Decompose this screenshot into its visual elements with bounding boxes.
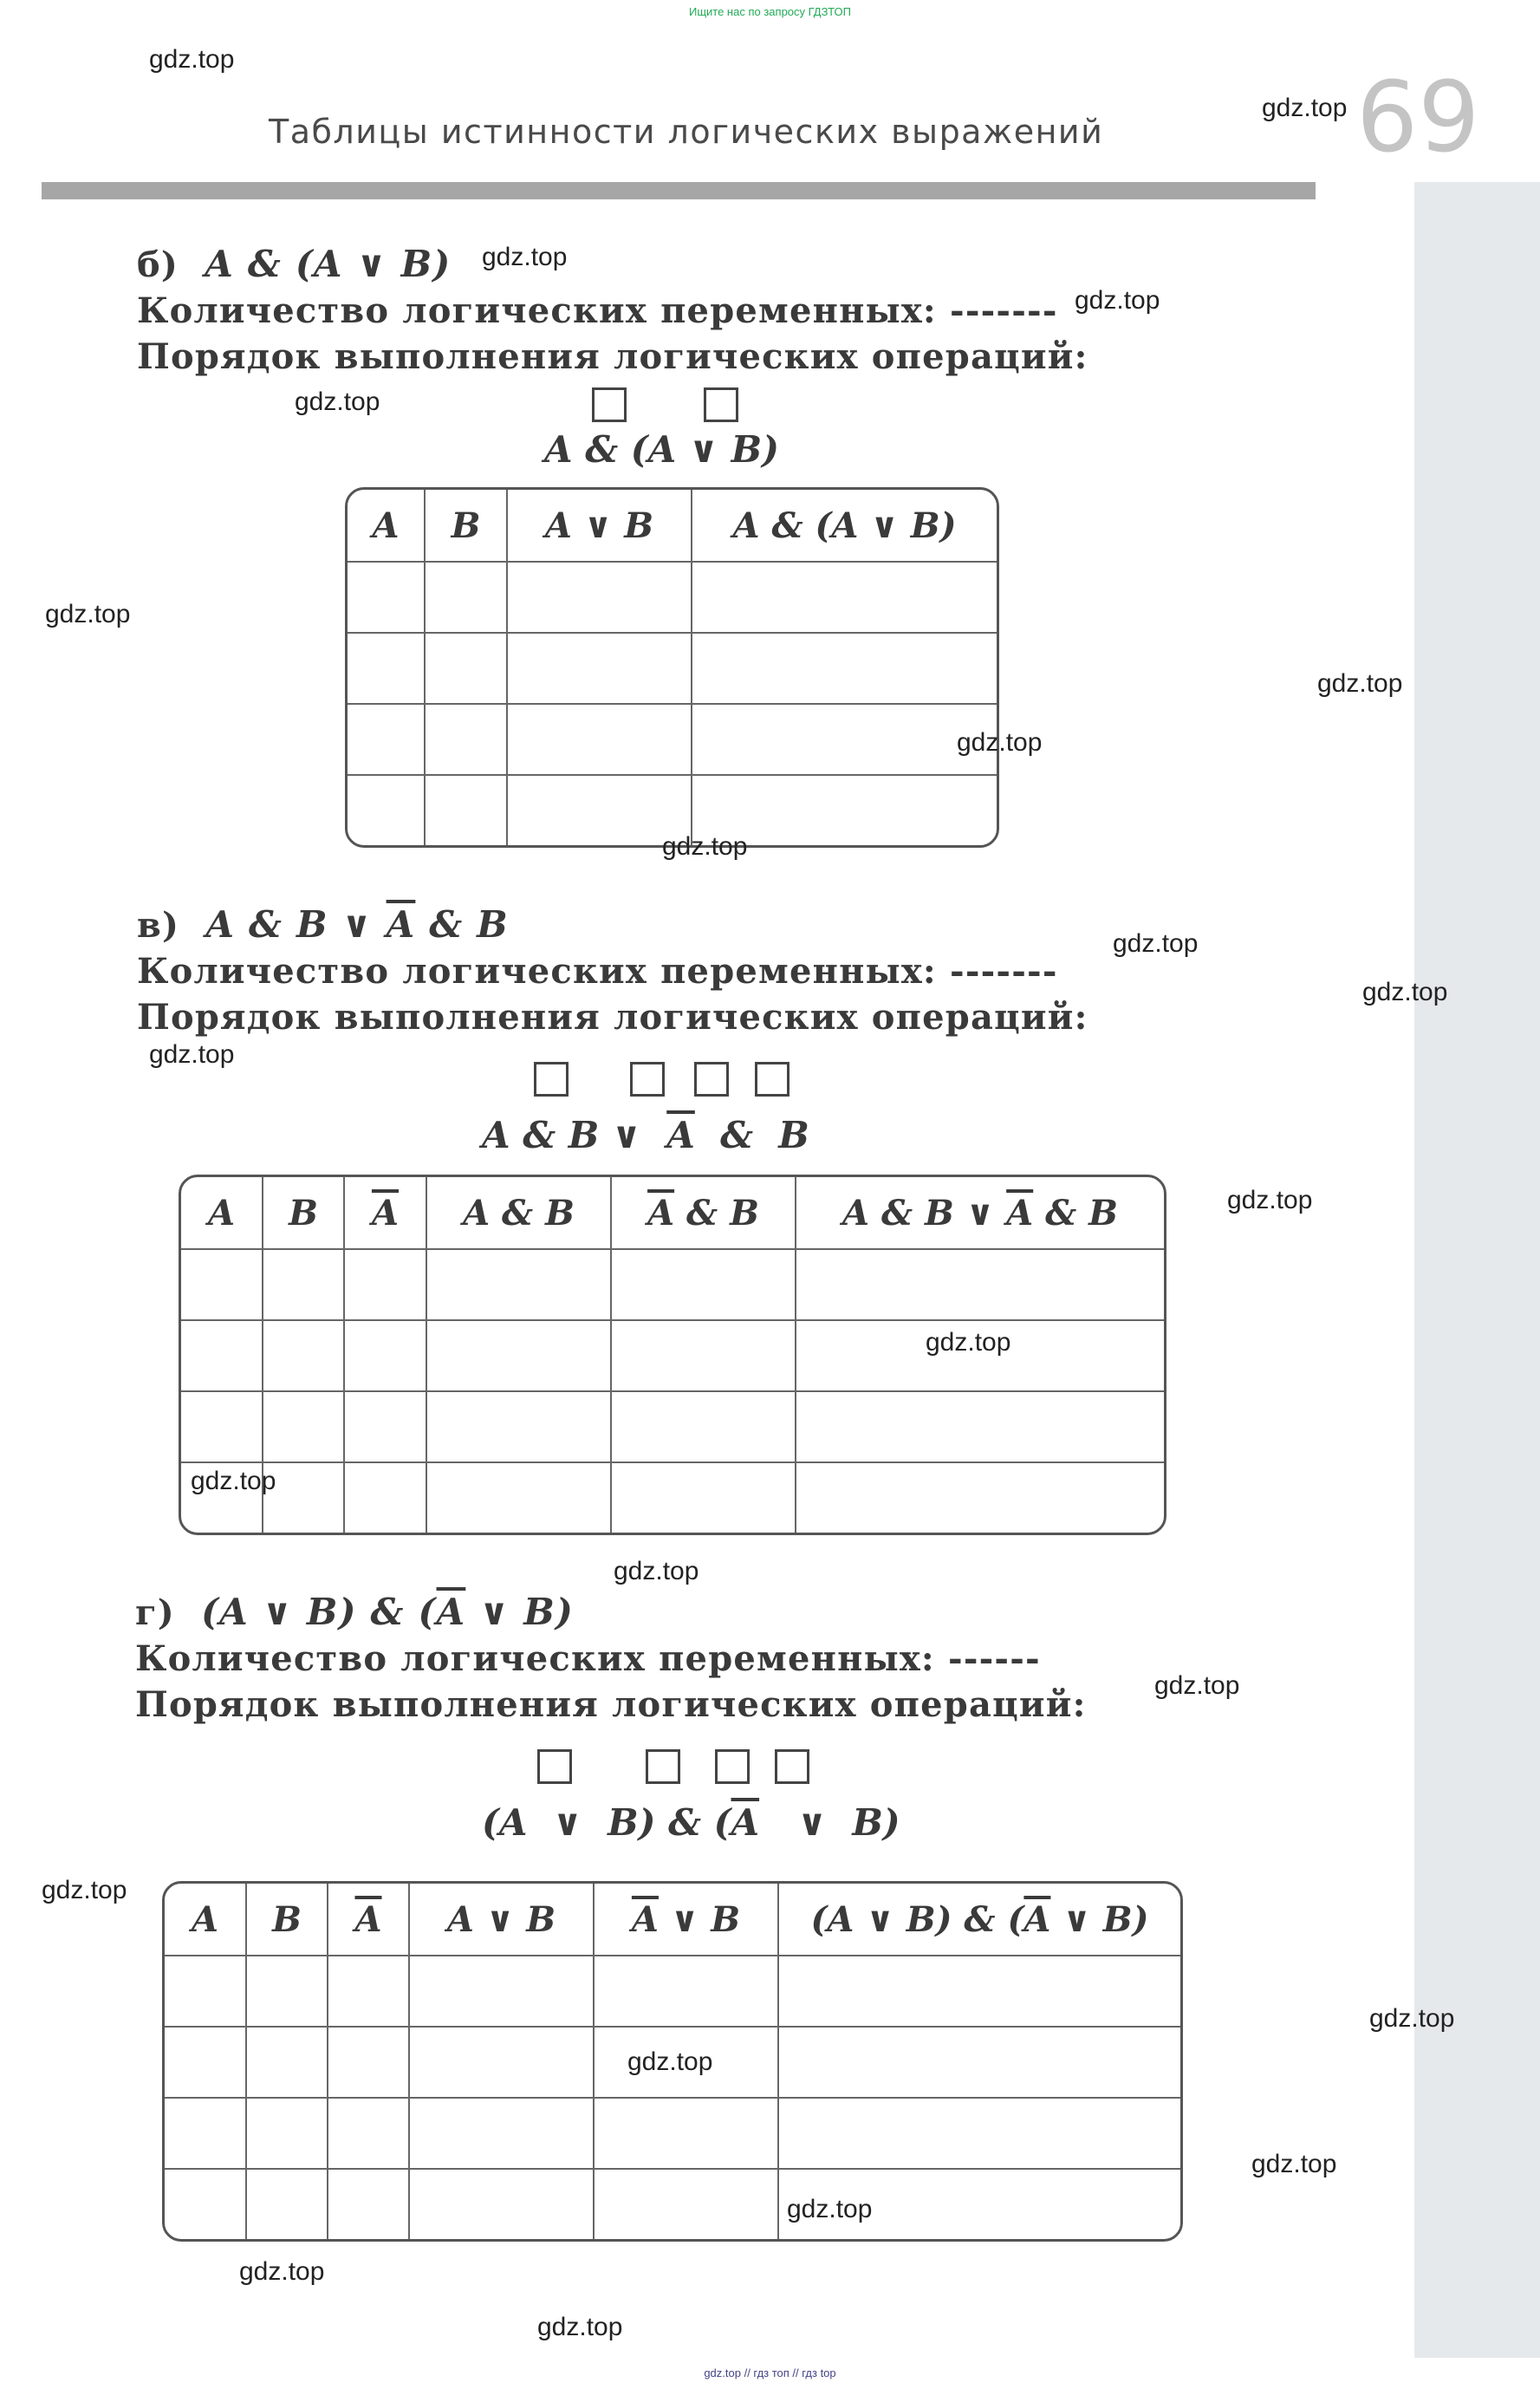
empty-cell[interactable]	[165, 2099, 247, 2170]
section-b-expression: A & (A ∨ B)	[205, 243, 452, 285]
empty-cell[interactable]	[427, 1392, 612, 1463]
empty-cell[interactable]	[692, 705, 997, 776]
section-b-order-box-2[interactable]	[704, 387, 738, 422]
table-row	[165, 2099, 1180, 2170]
header-rule	[42, 182, 1316, 199]
watermark: gdz.top	[537, 2313, 623, 2341]
empty-cell[interactable]	[181, 1392, 263, 1463]
empty-cell[interactable]	[779, 2028, 1180, 2099]
empty-cell[interactable]	[345, 1463, 427, 1533]
empty-cell[interactable]	[779, 2099, 1180, 2170]
header-cell: $\overline{A}$ ∨ B	[595, 1884, 779, 1956]
header-cell: B	[247, 1884, 328, 1956]
empty-cell[interactable]	[427, 1250, 612, 1321]
empty-cell[interactable]	[595, 2170, 779, 2239]
empty-cell[interactable]	[181, 1321, 263, 1392]
watermark: gdz.top	[1362, 978, 1448, 1006]
empty-cell[interactable]	[595, 1956, 779, 2028]
section-g-title	[135, 1591, 574, 1633]
section-b-vars-blank: -------	[950, 290, 1058, 331]
header-cell: B	[263, 1177, 345, 1250]
section-b-vars-line	[137, 290, 1058, 331]
section-v-order-box-2[interactable]	[630, 1062, 665, 1097]
header-cell: A & B	[427, 1177, 612, 1250]
empty-cell[interactable]	[427, 1463, 612, 1533]
empty-cell[interactable]	[426, 705, 508, 776]
empty-cell[interactable]	[692, 563, 997, 634]
section-v-expression: A & B ∨ $\overline{A}$ & B	[205, 903, 509, 946]
vars-count-label: Количество логических переменных:	[137, 290, 937, 331]
table-row	[181, 1392, 1164, 1463]
watermark: gdz.top	[42, 1876, 127, 1904]
section-v-order-box-4[interactable]	[755, 1062, 789, 1097]
section-v-marker: в)	[137, 905, 180, 946]
watermark: gdz.top	[1113, 929, 1199, 958]
section-g-marker: г)	[135, 1592, 175, 1633]
empty-cell[interactable]	[348, 634, 426, 705]
empty-cell[interactable]	[247, 2099, 328, 2170]
empty-cell[interactable]	[612, 1392, 796, 1463]
empty-cell[interactable]	[410, 2028, 595, 2099]
empty-cell[interactable]	[263, 1250, 345, 1321]
watermark: gdz.top	[1075, 286, 1160, 315]
table-row	[181, 1463, 1164, 1533]
section-g-order-box-4[interactable]	[775, 1749, 809, 1784]
section-v-vars-blank: -------	[950, 951, 1058, 992]
header-cell: A ∨ B	[410, 1884, 595, 1956]
section-g-expression: (A ∨ B) & ($\overline{A}$ ∨ B)	[201, 1591, 575, 1633]
empty-cell[interactable]	[328, 2099, 410, 2170]
empty-cell[interactable]	[612, 1321, 796, 1392]
watermark: gdz.top	[1251, 2150, 1337, 2178]
watermark: gdz.top	[627, 2047, 713, 2076]
empty-cell[interactable]	[426, 563, 508, 634]
empty-cell[interactable]	[692, 634, 997, 705]
section-b-order-expression: A & (A ∨ B)	[544, 428, 779, 471]
section-b-title	[137, 243, 451, 285]
empty-cell[interactable]	[328, 1956, 410, 2028]
empty-cell[interactable]	[345, 1321, 427, 1392]
section-g-order-box-2[interactable]	[646, 1749, 680, 1784]
table-row	[348, 634, 997, 705]
empty-cell[interactable]	[410, 2099, 595, 2170]
section-g-order-expression: (A ∨ B) & ($\overline{A}$ ∨ B)	[482, 1801, 900, 1844]
section-g-order-label: Порядок выполнения логических операций:	[135, 1684, 1087, 1725]
watermark: gdz.top	[239, 2257, 325, 2286]
empty-cell[interactable]	[165, 2170, 247, 2239]
table-row	[165, 1956, 1180, 2028]
table-row	[348, 563, 997, 634]
empty-cell[interactable]	[165, 2028, 247, 2099]
empty-cell[interactable]	[165, 1956, 247, 2028]
table-row	[348, 705, 997, 776]
table-row	[165, 2170, 1180, 2239]
watermark: gdz.top	[787, 2195, 873, 2223]
section-v-vars-line	[137, 951, 1058, 992]
header-cell: A	[348, 490, 426, 563]
header-cell: A	[181, 1177, 263, 1250]
section-g-vars-blank: ------	[948, 1638, 1041, 1679]
empty-cell[interactable]	[508, 705, 692, 776]
watermark: gdz.top	[614, 1557, 699, 1585]
section-g-vars-line	[135, 1638, 1041, 1679]
table-row	[181, 1250, 1164, 1321]
watermark: gdz.top	[295, 387, 380, 416]
header-cell: (A ∨ B) & ($\overline{A}$ ∨ B)	[779, 1884, 1180, 1956]
watermark: gdz.top	[957, 728, 1043, 757]
watermark: gdz.top	[926, 1328, 1011, 1357]
watermark: gdz.top	[1369, 2004, 1455, 2033]
header-cell: A	[165, 1884, 247, 1956]
empty-cell[interactable]	[796, 1392, 1164, 1463]
page-header: Таблицы истинности логических выражений	[269, 113, 1104, 151]
vars-count-label: Количество логических переменных:	[137, 951, 937, 992]
empty-cell[interactable]	[348, 705, 426, 776]
page-number: 69	[1356, 62, 1480, 174]
section-b-marker: б)	[137, 244, 179, 285]
header-cell: $\overline{A}$	[345, 1177, 427, 1250]
empty-cell[interactable]	[508, 634, 692, 705]
empty-cell[interactable]	[328, 2028, 410, 2099]
empty-cell[interactable]	[612, 1250, 796, 1321]
section-v-order-label: Порядок выполнения логических операций:	[137, 997, 1088, 1038]
empty-cell[interactable]	[348, 776, 426, 845]
section-v-title	[137, 903, 509, 946]
watermark: gdz.top	[1227, 1186, 1313, 1214]
empty-cell[interactable]	[508, 563, 692, 634]
watermark: gdz.top	[1317, 669, 1403, 698]
empty-cell[interactable]	[796, 1463, 1164, 1533]
watermark: gdz.top	[149, 1040, 235, 1069]
section-v-order-expression: A & B ∨ $\overline{A}$ & B	[482, 1114, 809, 1156]
watermark: gdz.top	[1154, 1671, 1240, 1700]
section-v-order-box-1[interactable]	[534, 1062, 569, 1097]
empty-cell[interactable]	[263, 1392, 345, 1463]
header-cell: B	[426, 490, 508, 563]
empty-cell[interactable]	[247, 2170, 328, 2239]
empty-cell[interactable]	[612, 1463, 796, 1533]
empty-cell[interactable]	[426, 634, 508, 705]
watermark: gdz.top	[45, 600, 131, 628]
empty-cell[interactable]	[595, 2099, 779, 2170]
empty-cell[interactable]	[345, 1250, 427, 1321]
top-note: Ищите нас по запросу ГДЗТОП	[688, 5, 851, 18]
section-v-truth-table	[179, 1175, 1166, 1535]
empty-cell[interactable]	[410, 1956, 595, 2028]
section-b-order-box-1[interactable]	[592, 387, 627, 422]
section-g-order-box-1[interactable]	[537, 1749, 572, 1784]
bottom-note: gdz.top // гдз топ // гдз top	[704, 2366, 836, 2379]
empty-cell[interactable]	[328, 2170, 410, 2239]
header-cell: $\overline{A}$	[328, 1884, 410, 1956]
empty-cell[interactable]	[779, 1956, 1180, 2028]
watermark: gdz.top	[482, 243, 568, 271]
empty-cell[interactable]	[427, 1321, 612, 1392]
section-g-order-box-3[interactable]	[715, 1749, 750, 1784]
empty-cell[interactable]	[247, 2028, 328, 2099]
watermark: gdz.top	[662, 832, 748, 861]
vars-count-label: Количество логических переменных:	[135, 1638, 935, 1679]
empty-cell[interactable]	[426, 776, 508, 845]
watermark: gdz.top	[1262, 94, 1348, 122]
section-b-truth-table	[345, 487, 999, 848]
empty-cell[interactable]	[345, 1392, 427, 1463]
empty-cell[interactable]	[181, 1250, 263, 1321]
empty-cell[interactable]	[410, 2170, 595, 2239]
header-cell: A & (A ∨ B)	[692, 490, 997, 563]
empty-cell[interactable]	[247, 1956, 328, 2028]
section-b-order-label: Порядок выполнения логических операций:	[137, 336, 1088, 377]
header-cell: A ∨ B	[508, 490, 692, 563]
watermark: gdz.top	[191, 1467, 276, 1495]
header-cell: A & B ∨ $\overline{A}$ & B	[796, 1177, 1164, 1250]
section-v-order-box-3[interactable]	[694, 1062, 729, 1097]
empty-cell[interactable]	[348, 563, 426, 634]
watermark: gdz.top	[149, 45, 235, 74]
empty-cell[interactable]	[796, 1250, 1164, 1321]
header-cell: $\overline{A}$ & B	[612, 1177, 796, 1250]
table-row	[181, 1321, 1164, 1392]
empty-cell[interactable]	[263, 1321, 345, 1392]
